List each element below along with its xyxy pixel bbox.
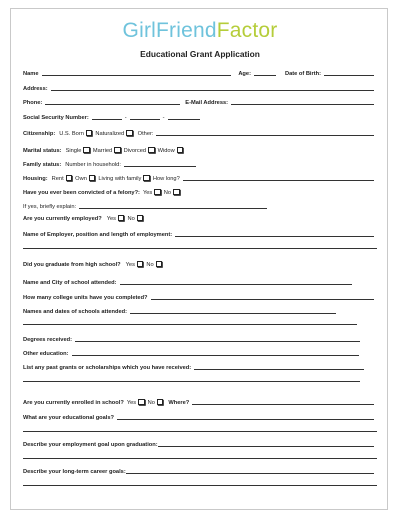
explain-row bbox=[23, 200, 377, 210]
living-family-checkbox[interactable] bbox=[143, 175, 150, 182]
family-label: Family status: bbox=[23, 162, 62, 168]
school-city-field[interactable] bbox=[120, 284, 352, 285]
felony-no-label: No bbox=[163, 190, 172, 196]
graduate-yes-label: Yes bbox=[125, 262, 135, 268]
name-label: Name bbox=[23, 71, 39, 77]
ssn-part1-field[interactable] bbox=[92, 119, 122, 120]
graduate-no-label: No bbox=[146, 262, 154, 268]
other-citizenship-label: Other: bbox=[137, 131, 154, 137]
employment-goal-field-line-2[interactable] bbox=[23, 458, 377, 459]
explain-field[interactable] bbox=[79, 208, 267, 209]
employer-row bbox=[23, 228, 377, 238]
own-label: Own bbox=[75, 176, 87, 182]
employer-field[interactable] bbox=[175, 236, 374, 237]
citizenship-label: Citizenship: bbox=[23, 131, 56, 137]
past-grants-field-line-2[interactable] bbox=[23, 381, 360, 382]
employment-goal-label: Describe your employment goal upon graduation: bbox=[23, 442, 158, 448]
address-row bbox=[23, 82, 377, 92]
schools-dates-field[interactable] bbox=[130, 313, 336, 314]
career-goals-label: Describe your long-term career goals: bbox=[23, 469, 126, 475]
widow-checkbox[interactable] bbox=[177, 147, 184, 154]
units-label: How many college units have you completed? bbox=[23, 295, 148, 301]
ssn-part2-field[interactable] bbox=[130, 119, 160, 120]
naturalized-label: Naturalized bbox=[95, 131, 125, 137]
educational-goals-label: What are your educational goals? bbox=[23, 415, 115, 421]
educational-goals-row bbox=[23, 411, 377, 421]
felony-no-checkbox[interactable] bbox=[173, 189, 180, 196]
family-row bbox=[23, 158, 377, 168]
other-education-field[interactable] bbox=[72, 355, 359, 356]
enrolled-yes-label: Yes bbox=[126, 400, 137, 406]
units-field[interactable] bbox=[151, 299, 374, 300]
employed-no-label: No bbox=[127, 216, 135, 222]
past-grants-row bbox=[23, 361, 377, 371]
employed-no-checkbox[interactable] bbox=[137, 215, 144, 222]
degrees-row bbox=[23, 333, 377, 343]
other-education-row bbox=[23, 347, 377, 357]
widow-label: Widow bbox=[157, 148, 175, 154]
ssn-dash-2: - bbox=[162, 115, 165, 121]
age-field[interactable] bbox=[254, 75, 276, 76]
ssn-dash-1: - bbox=[124, 115, 127, 121]
schools-dates-field-line-2[interactable] bbox=[23, 324, 357, 325]
married-checkbox[interactable] bbox=[114, 147, 121, 154]
graduate-yes-checkbox[interactable] bbox=[137, 261, 144, 268]
ssn-label: Social Security Number: bbox=[23, 115, 89, 121]
other-citizenship-field[interactable] bbox=[156, 135, 374, 136]
dob-label: Date of Birth: bbox=[284, 71, 321, 77]
educational-goals-field[interactable] bbox=[117, 419, 374, 420]
divorced-label: Divorced bbox=[123, 148, 147, 154]
enrolled-no-label: No bbox=[147, 400, 155, 406]
marital-label: Marital status: bbox=[23, 148, 62, 154]
schools-dates-row bbox=[23, 305, 377, 315]
other-education-label: Other education: bbox=[23, 351, 69, 357]
past-grants-field[interactable] bbox=[194, 369, 364, 370]
living-family-label: Living with family bbox=[98, 176, 142, 182]
single-label: Single bbox=[65, 148, 82, 154]
marital-row bbox=[23, 144, 377, 154]
enrolled-row bbox=[23, 396, 377, 406]
where-field[interactable] bbox=[192, 404, 374, 405]
employed-row bbox=[23, 212, 377, 222]
employment-goal-row bbox=[23, 438, 377, 448]
email-field[interactable] bbox=[231, 104, 374, 105]
naturalized-checkbox[interactable] bbox=[126, 130, 133, 137]
name-field[interactable] bbox=[42, 75, 232, 76]
us-born-label: U.S. Born bbox=[59, 131, 84, 137]
address-label: Address: bbox=[23, 86, 48, 92]
past-grants-label: List any past grants or scholarships which you have received: bbox=[23, 365, 192, 371]
employer-field-line-2[interactable] bbox=[23, 248, 377, 249]
felony-row bbox=[23, 186, 377, 196]
own-checkbox[interactable] bbox=[89, 175, 96, 182]
household-label: Number in household: bbox=[65, 162, 121, 168]
logo-part-2: Factor bbox=[216, 19, 278, 42]
educational-goals-field-line-2[interactable] bbox=[23, 431, 377, 432]
graduate-no-checkbox[interactable] bbox=[156, 261, 163, 268]
explain-label: If yes, briefly explain: bbox=[23, 204, 77, 210]
email-label: E-Mail Address: bbox=[185, 100, 229, 106]
rent-label: Rent bbox=[51, 176, 64, 182]
enrolled-label: Are you currently enrolled in school? bbox=[23, 400, 124, 406]
rent-checkbox[interactable] bbox=[66, 175, 73, 182]
employment-goal-field[interactable] bbox=[158, 446, 374, 447]
career-goals-row bbox=[23, 465, 377, 475]
single-checkbox[interactable] bbox=[83, 147, 90, 154]
us-born-checkbox[interactable] bbox=[86, 130, 93, 137]
phone-label: Phone: bbox=[23, 100, 43, 106]
where-label: Where? bbox=[168, 400, 190, 406]
career-goals-field-line-2[interactable] bbox=[23, 485, 377, 486]
felony-yes-checkbox[interactable] bbox=[154, 189, 161, 196]
age-label: Age: bbox=[238, 71, 251, 77]
address-field[interactable] bbox=[51, 90, 374, 91]
phone-row bbox=[23, 96, 377, 106]
felony-label: Have you ever been convicted of a felony?: bbox=[23, 190, 140, 196]
enrolled-yes-checkbox[interactable] bbox=[138, 399, 145, 406]
form-title: Educational Grant Application bbox=[140, 49, 260, 59]
degrees-label: Degrees received: bbox=[23, 337, 73, 343]
name-row bbox=[23, 67, 377, 77]
household-field[interactable] bbox=[124, 166, 196, 167]
graduate-label: Did you graduate from high school? bbox=[23, 262, 121, 268]
how-long-field[interactable] bbox=[183, 180, 374, 181]
felony-yes-label: Yes bbox=[142, 190, 153, 196]
employed-yes-label: Yes bbox=[106, 216, 116, 222]
how-long-label: How long? bbox=[152, 176, 180, 182]
ssn-row bbox=[23, 111, 377, 121]
logo-part-1: GirlFriend bbox=[122, 19, 217, 42]
employed-yes-checkbox[interactable] bbox=[118, 215, 125, 222]
degrees-field[interactable] bbox=[75, 341, 360, 342]
citizenship-row bbox=[23, 127, 377, 137]
brand-logo bbox=[0, 19, 400, 43]
dob-field[interactable] bbox=[324, 75, 374, 76]
housing-label: Housing: bbox=[23, 176, 48, 182]
employer-label: Name of Employer, position and length of employment: bbox=[23, 232, 173, 238]
schools-dates-label: Names and dates of schools attended: bbox=[23, 309, 127, 315]
graduate-row bbox=[23, 258, 377, 268]
married-label: Married bbox=[92, 148, 113, 154]
units-row bbox=[23, 291, 377, 301]
school-city-label: Name and City of school attended: bbox=[23, 280, 117, 286]
housing-row bbox=[23, 172, 377, 182]
phone-field[interactable] bbox=[45, 104, 180, 105]
divorced-checkbox[interactable] bbox=[148, 147, 155, 154]
employed-label: Are you currently employed? bbox=[23, 216, 102, 222]
enrolled-no-checkbox[interactable] bbox=[157, 399, 164, 406]
ssn-part3-field[interactable] bbox=[168, 119, 200, 120]
career-goals-field[interactable] bbox=[126, 473, 374, 474]
school-city-row bbox=[23, 276, 377, 286]
